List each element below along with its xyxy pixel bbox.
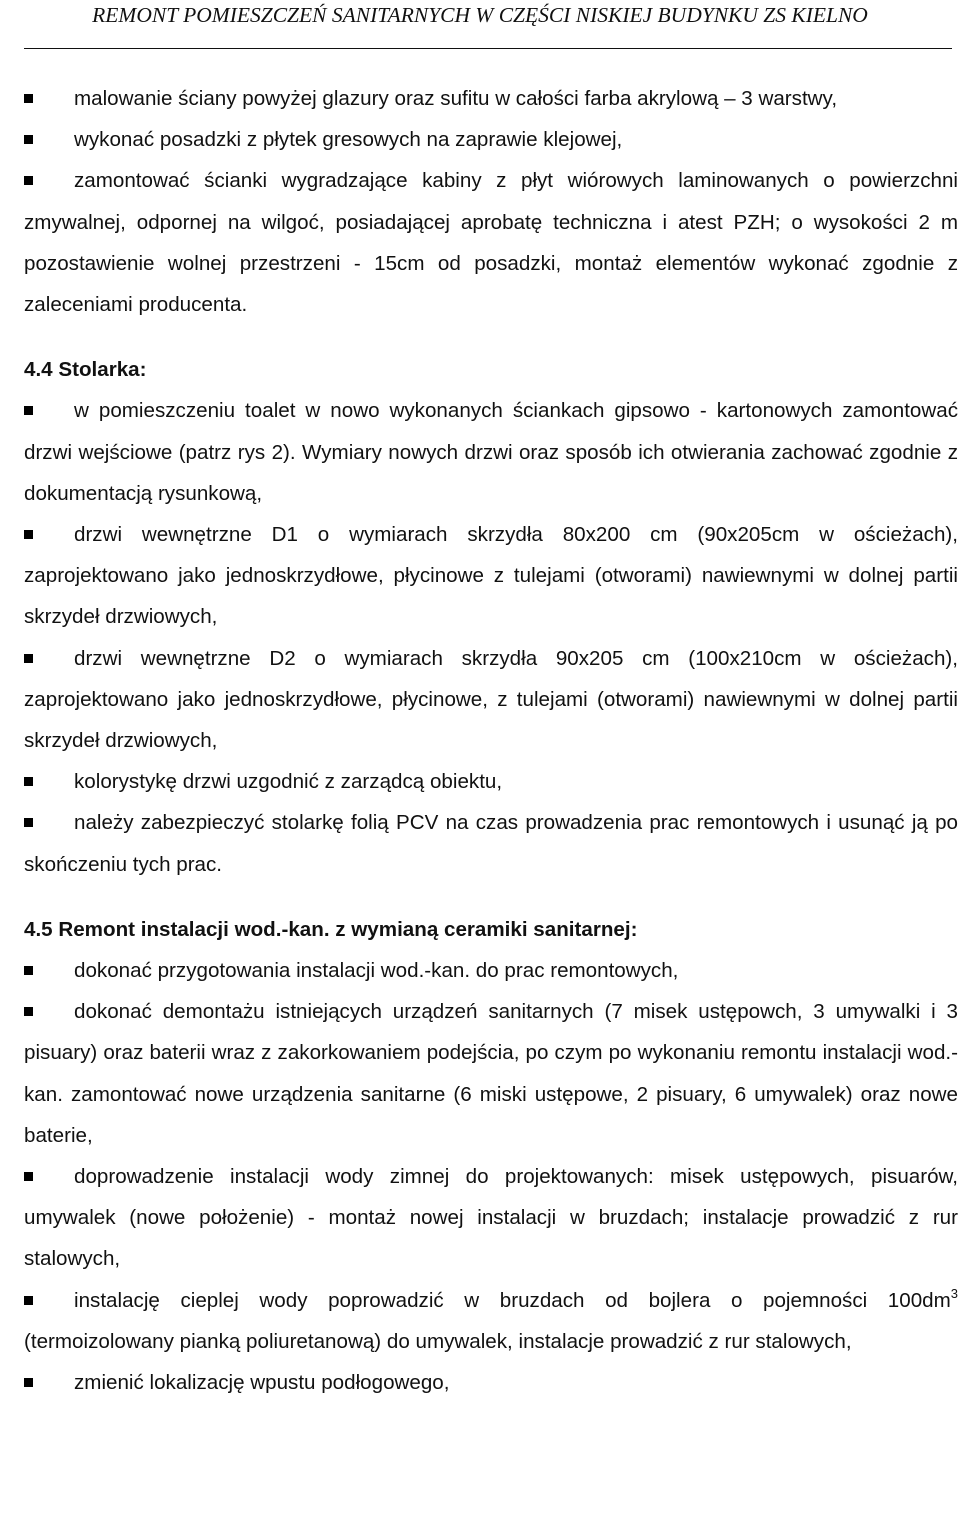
square-bullet-icon [24,406,33,415]
square-bullet-icon [24,1378,33,1387]
list-item: instalację cieplej wody poprowadzić w bruzdach od bojlera o pojemności $100dm^3$ (termoizolowany pianką poliuretanową) do umywalek, instalacje prowadzić z rur stalowych, [24,1285,958,1353]
list-item: dokonać przygotowania instalacji wod.-kan. do prac remontowych, [24,950,958,991]
header-title: REMONT POMIESZCZEŃ SANITARNYCH W CZĘŚCI NISKIEJ BUDYNKU ZS KIELNO [92,3,868,27]
list-item: kolorystykę drzwi uzgodnić z zarządcą obiektu, [24,761,958,802]
square-bullet-icon [24,654,33,663]
list-item: drzwi wewnętrzne D1 o wymiarach skrzydła 80x200 cm (90x205cm w ościeżach), zaprojektowano jako jednoskrzydłowe, płycinowe z tulejami (otworami) nawiewnymi w dolnej partii skrzydeł drzwiowych, [24,523,958,629]
header-rule [24,48,952,49]
square-bullet-icon [24,1296,33,1305]
page-header [0,0,960,50]
square-bullet-icon [24,135,33,144]
list-item: drzwi wewnętrzne D2 o wymiarach skrzydła 90x205 cm (100x210cm w ościeżach), zaprojektowano jako jednoskrzydłowe, płycinowe, z tulejami (otworami) nawiewnymi w dolnej partii skrzydeł drzwiowych, [24,646,958,753]
list-item: należy zabezpieczyć stolarkę folią PCV na czas prowadzenia prac remontowych i usunąć ją po skończeniu tych prac. [24,811,958,876]
list-item: zamontować ścianki wygradzające kabiny z płyt wiórowych laminowanych o powierzchni zmywalnej, odpornej na wilgoć, posiadającej aprobatę techniczna i atest PZH; o wysokości 2 m pozostawienie wolnej przestrzeni - 15cm od posadzki, montaż elementów wykonać zgodnie z zaleceniami producenta. [24,169,958,317]
square-bullet-icon [24,94,33,103]
document-body [24,78,958,1403]
square-bullet-icon [24,777,33,786]
list-item: dokonać demontażu istniejących urządzeń sanitarnych (7 misek ustępowch, 3 umywalki i 3 pisuary) oraz baterii wraz z zakorkowaniem podejścia, po czym po wykonaniu remontu instalacji wod.-kan. zamontować nowe urządzenia sanitarne (6 miski ustępowe, 2 pisuary, 6 umywalek) oraz nowe baterie, [24,1000,958,1147]
square-bullet-icon [24,530,33,539]
list-item: w pomieszczeniu toalet w nowo wykonanych ściankach gipsowo - kartonowych zamontować drzwi wejściowe (patrz rys 2). Wymiary nowych drzwi oraz sposób ich otwierania zachować zgodnie z dokumentacją rysunkową, [24,399,958,505]
square-bullet-icon [24,818,33,827]
square-bullet-icon [24,1007,33,1016]
list-item: malowanie ściany powyżej glazury oraz sufitu w całości farba akrylową – 3 warstwy, [24,78,958,119]
square-bullet-icon [24,966,33,975]
list-item: doprowadzenie instalacji wody zimnej do projektowanych: misek ustępowych, pisuarów, umywalek (nowe położenie) - montaż nowej instalacji w bruzdach; instalacje prowadzić z rur stalowych, [24,1165,958,1271]
section-heading-remont-instalacji: 4.5 Remont instalacji wod.-kan. z wymianą ceramiki sanitarnej: [24,917,638,941]
section-heading-stolarka: 4.4 Stolarka: [24,358,147,382]
square-bullet-icon [24,176,33,185]
list-item: zmienić lokalizację wpustu podłogowego, [24,1362,958,1403]
list-item: wykonać posadzki z płytek gresowych na zaprawie klejowej, [24,119,958,160]
square-bullet-icon [24,1172,33,1181]
